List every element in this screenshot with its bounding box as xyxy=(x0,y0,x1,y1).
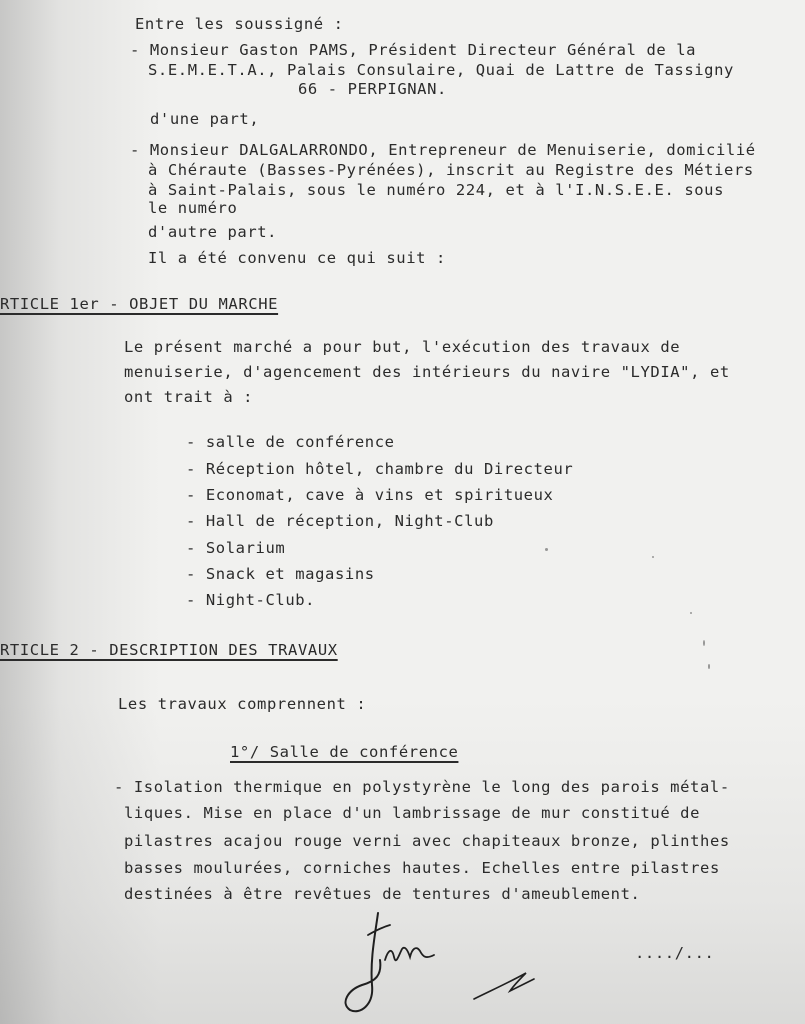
list-item: - Snack et magasins xyxy=(186,565,375,583)
list-item: - Economat, cave à vins et spiritueux xyxy=(186,486,554,504)
party-2-line-4: le numéro xyxy=(148,199,238,217)
speck xyxy=(545,548,548,551)
speck xyxy=(690,612,692,614)
list-item: - Réception hôtel, chambre du Directeur xyxy=(186,460,574,478)
party-2-line-3: à Saint-Palais, sous le numéro 224, et à l'I.N.S.E.E. sous xyxy=(148,181,725,199)
subsection-para-line-5: destinées à être revêtues de tentures d'ameublement. xyxy=(124,885,641,903)
paraph-mark xyxy=(470,965,540,1005)
article-1-para-line-2: menuiserie, d'agencement des intérieurs du navire "LYDIA", et xyxy=(124,363,730,381)
article-1-para-line-3: ont trait à : xyxy=(124,388,254,406)
party-1-line-3: 66 - PERPIGNAN. xyxy=(298,80,447,98)
article-2-heading: RTICLE 2 - DESCRIPTION DES TRAVAUX xyxy=(0,641,338,659)
party-1-line-2: S.E.M.E.T.A., Palais Consulaire, Quai de Lattre de Tassigny xyxy=(148,61,734,79)
party-2-closing: d'autre part. xyxy=(148,223,278,241)
list-item: - salle de conférence xyxy=(186,433,395,451)
subsection-para-line-2: liques. Mise en place d'un lambrissage de mur constitué de xyxy=(124,804,701,822)
subsection-para-line-1: - Isolation thermique en polystyrène le long des parois métal- xyxy=(114,778,730,796)
list-item: - Hall de réception, Night-Club xyxy=(186,512,494,530)
party-1-closing: d'une part, xyxy=(150,110,260,128)
article-1-para-line-1: Le présent marché a pour but, l'exécution des travaux de xyxy=(124,338,681,356)
subsection-heading: 1°/ Salle de conférence xyxy=(230,743,459,761)
agreement-line: Il a été convenu ce qui suit : xyxy=(148,249,446,267)
article-2-intro: Les travaux comprennent : xyxy=(118,695,367,713)
subsection-para-line-4: basses moulurées, corniches hautes. Echelles entre pilastres xyxy=(124,859,720,877)
party-1-line-1: - Monsieur Gaston PAMS, Président Directeur Général de la xyxy=(130,41,697,59)
speck xyxy=(652,556,654,558)
article-1-heading: RTICLE 1er - OBJET DU MARCHE xyxy=(0,295,279,313)
party-2-line-2: à Chéraute (Basses-Pyrénées), inscrit au Registre des Métiers xyxy=(148,161,754,179)
subsection-para-line-3: pilastres acajou rouge verni avec chapiteaux bronze, plinthes xyxy=(124,832,730,850)
speck xyxy=(708,664,710,669)
party-2-line-1: - Monsieur DALGALARRONDO, Entrepreneur de Menuiserie, domicilié xyxy=(130,141,756,159)
list-item: - Night-Club. xyxy=(186,591,316,609)
speck xyxy=(703,640,705,646)
continuation-marker: ..../... xyxy=(635,944,715,962)
intro-line: Entre les soussigné : xyxy=(135,15,344,33)
list-item: - Solarium xyxy=(186,539,286,557)
